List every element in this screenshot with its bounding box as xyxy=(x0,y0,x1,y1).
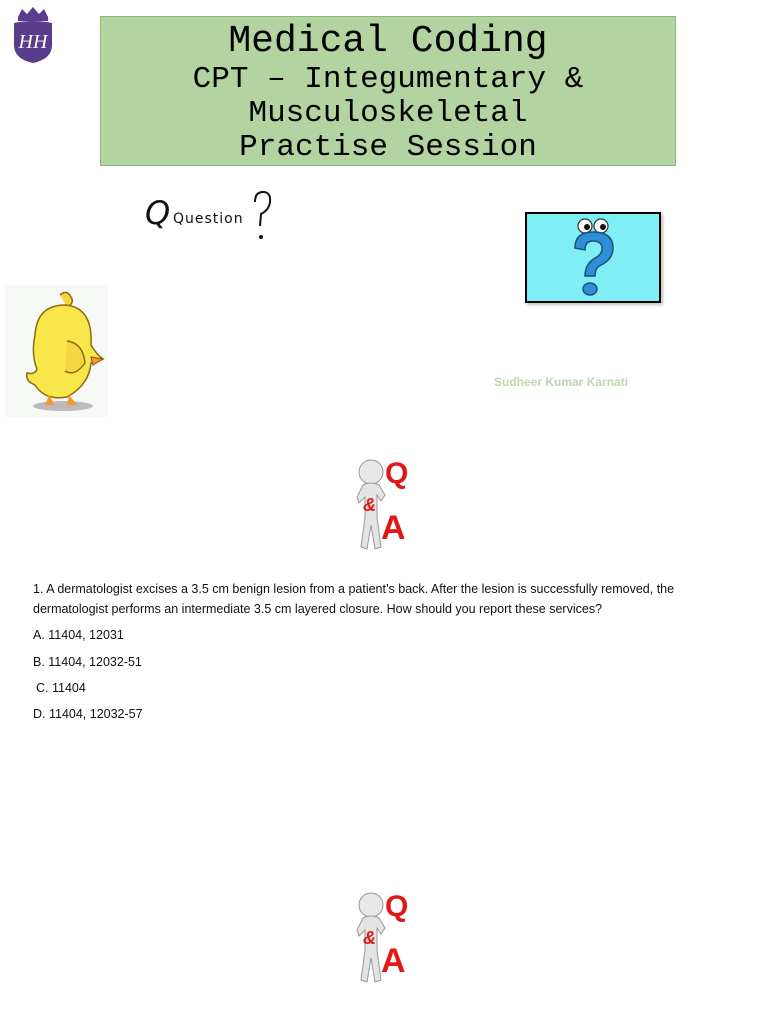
answer-option-a: A. 11404, 12031 xyxy=(33,628,124,642)
svg-text:&: & xyxy=(363,495,376,515)
question-mark-box xyxy=(525,212,661,303)
title-main: Medical Coding xyxy=(228,20,548,63)
thinking-duck-icon xyxy=(5,285,108,417)
title-subtitle-1: CPT – Integumentary & xyxy=(192,62,584,97)
question-and-answer-figure-icon xyxy=(355,888,423,988)
crest-logo-icon xyxy=(10,5,56,65)
svg-text:Q: Q xyxy=(385,890,409,923)
svg-text:Q: Q xyxy=(145,194,171,232)
title-banner xyxy=(100,16,676,166)
question-word-text: Question xyxy=(173,211,244,227)
svg-text:Q: Q xyxy=(385,457,409,490)
svg-text:HH: HH xyxy=(18,31,48,53)
answer-option-c: C. 11404 xyxy=(36,681,86,695)
title-subtitle-3: Practise Session xyxy=(239,130,537,165)
question-and-answer-figure-icon xyxy=(355,455,423,555)
svg-text:&: & xyxy=(363,928,376,948)
svg-text:A: A xyxy=(381,942,406,980)
answer-option-d: D. 11404, 12032-57 xyxy=(33,707,143,721)
svg-text:A: A xyxy=(381,509,406,547)
answer-option-b: B. 11404, 12032-51 xyxy=(33,655,142,669)
question-text: 1. A dermatologist excises a 3.5 cm benign lesion from a patient’s back. After the lesion is successfully removed, the dermatologist performs an intermediate 3.5 cm layered closure. How should you report these services? xyxy=(33,582,675,616)
author-name: Sudheer Kumar Karnati xyxy=(494,375,629,389)
title-subtitle-2: Musculoskeletal xyxy=(248,96,528,131)
question-word-illustration xyxy=(143,188,273,244)
